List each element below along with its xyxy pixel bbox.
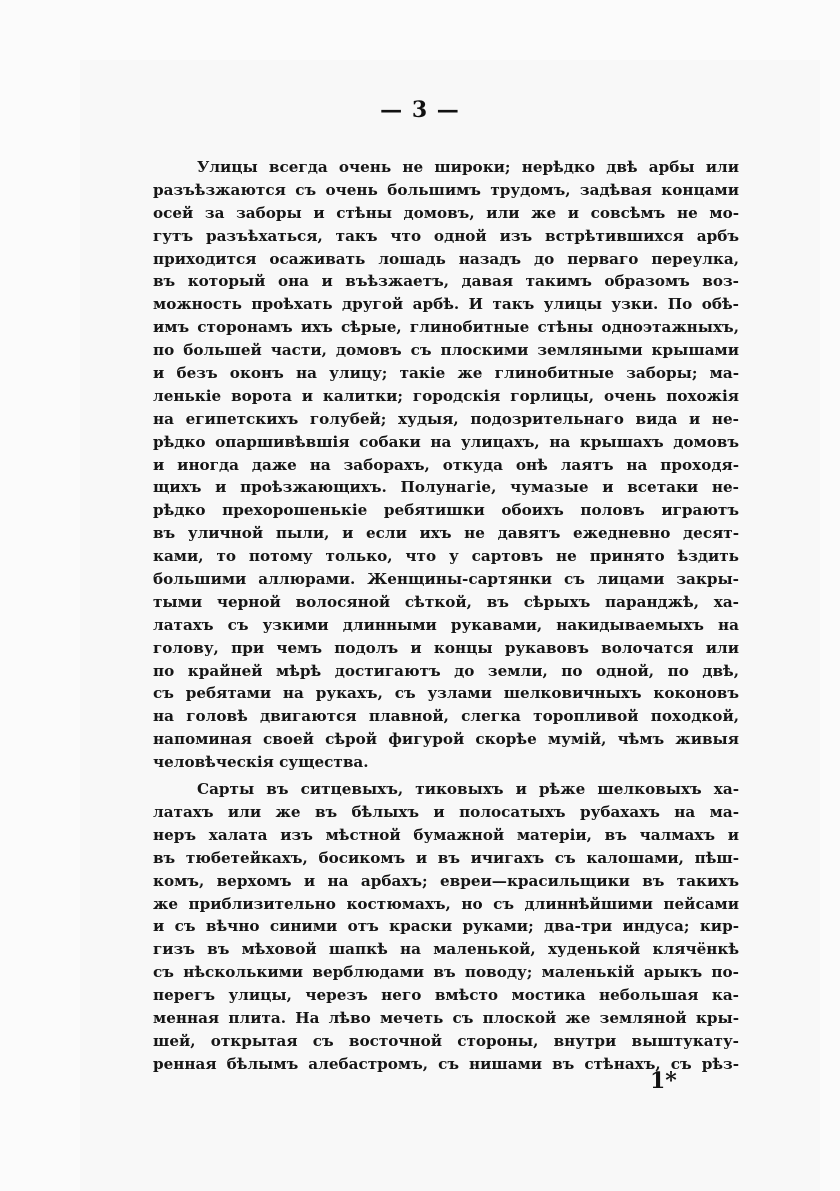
text-line: съ ребятами на рукахъ, съ узлами шелковичныхъ коконовъ	[153, 684, 739, 703]
text-line: неръ халата изъ мѣстной бумажной матеріи, въ чалмахъ и	[153, 825, 739, 844]
text-line: большими аллюрами. Женщины-сартянки съ лицами закры-	[153, 570, 739, 589]
text-line: ленькіе ворота и калитки; городскія горлицы, очень похожія	[153, 386, 739, 405]
text-line: напоминая своей сѣрой фигурой скорѣе мумій, чѣмъ живыя	[153, 730, 739, 749]
page-number: — 3 —	[380, 97, 460, 123]
text-line: на головѣ двигаются плавной, слегка торопливой походкой,	[153, 707, 739, 726]
paragraph-1	[153, 156, 739, 774]
text-line: латахъ или же въ бѣлыхъ и полосатыхъ рубахахъ на ма-	[153, 802, 739, 821]
text-line: осей за заборы и стѣны домовъ, или же и совсѣмъ не мо-	[153, 203, 739, 222]
text-line: же приблизительно костюмахъ, но съ длиннѣйшими пейсами	[153, 894, 739, 913]
text-line: имъ сторонамъ ихъ сѣрые, глинобитные стѣны одноэтажныхъ,	[153, 318, 739, 337]
body-text	[153, 156, 739, 1076]
text-line: голову, при чемъ подолъ и концы рукавовъ волочатся или	[153, 638, 739, 657]
text-line: щихъ и проѣзжающихъ. Полунагіе, чумазые и всетаки не-	[153, 478, 739, 497]
text-line: на египетскихъ голубей; худыя, подозрительнаго вида и не-	[153, 409, 739, 428]
text-line: менная плита. На лѣво мечеть съ плоской же земляной кры-	[153, 1008, 739, 1027]
text-line: разъѣзжаются съ очень большимъ трудомъ, задѣвая концами	[153, 180, 739, 199]
text-line: въ уличной пыли, и если ихъ не давятъ ежедневно десят-	[153, 524, 739, 543]
text-line: по крайней мѣрѣ достигаютъ до земли, по одной, по двѣ,	[153, 661, 739, 680]
printer-signature-mark: 1*	[650, 1068, 677, 1094]
text-line: комъ, верхомъ и на арбахъ; евреи—красильщики въ такихъ	[153, 871, 739, 890]
text-line: рѣдко прехорошенькіе ребятишки обоихъ половъ играютъ	[153, 501, 739, 520]
text-line: рѣдко опаршивѣвшія собаки на улицахъ, на крышахъ домовъ	[153, 432, 739, 451]
text-line: гутъ разъѣхаться, такъ что одной изъ встрѣтившихся арбъ	[153, 226, 739, 245]
text-line: Улицы всегда очень не широки; нерѣдко двѣ арбы или	[197, 158, 739, 176]
text-line: шей, открытая съ восточной стороны, внутри выштукату-	[153, 1031, 739, 1050]
text-line: ками, то потому только, что у сартовъ не принято ѣздить	[153, 547, 739, 566]
text-line: гизъ въ мѣховой шапкѣ на маленькой, худенькой клячёнкѣ	[153, 940, 739, 959]
text-line: и съ вѣчно синими отъ краски руками; два-три индуса; кир-	[153, 917, 739, 936]
text-line: человѣческія существа.	[153, 753, 369, 772]
text-line: ренная бѣлымъ алебастромъ, съ нишами въ стѣнахъ, съ рѣз-	[153, 1054, 739, 1073]
text-line: съ нѣсколькими верблюдами въ поводу; маленькій арыкъ по-	[153, 963, 739, 982]
text-line: латахъ съ узкими длинными рукавами, накидываемыхъ на	[153, 615, 739, 634]
text-line: тыми черной волосяной сѣткой, въ сѣрыхъ паранджѣ, ха-	[153, 592, 739, 611]
text-line: по большей части, домовъ съ плоскими земляными крышами	[153, 341, 739, 360]
text-line: Сарты въ ситцевыхъ, тиковыхъ и рѣже шелковыхъ ха-	[197, 780, 739, 799]
text-line: въ тюбетейкахъ, босикомъ и въ ичигахъ съ калошами, пѣш-	[153, 848, 739, 867]
text-line: и иногда даже на заборахъ, откуда онѣ лаятъ на проходя-	[153, 455, 739, 474]
paragraph-2	[153, 778, 739, 1076]
text-line: можность проѣхать другой арбѣ. И такъ улицы узки. По обѣ-	[153, 295, 739, 314]
text-line: перегъ улицы, черезъ него вмѣсто мостика небольшая ка-	[153, 986, 739, 1005]
text-line: приходится осаживать лошадь назадъ до перваго переулка,	[153, 249, 739, 268]
text-line: и безъ оконъ на улицу; такіе же глинобитные заборы; ма-	[153, 364, 739, 383]
text-line: въ который она и въѣзжаетъ, давая такимъ образомъ воз-	[153, 272, 739, 291]
